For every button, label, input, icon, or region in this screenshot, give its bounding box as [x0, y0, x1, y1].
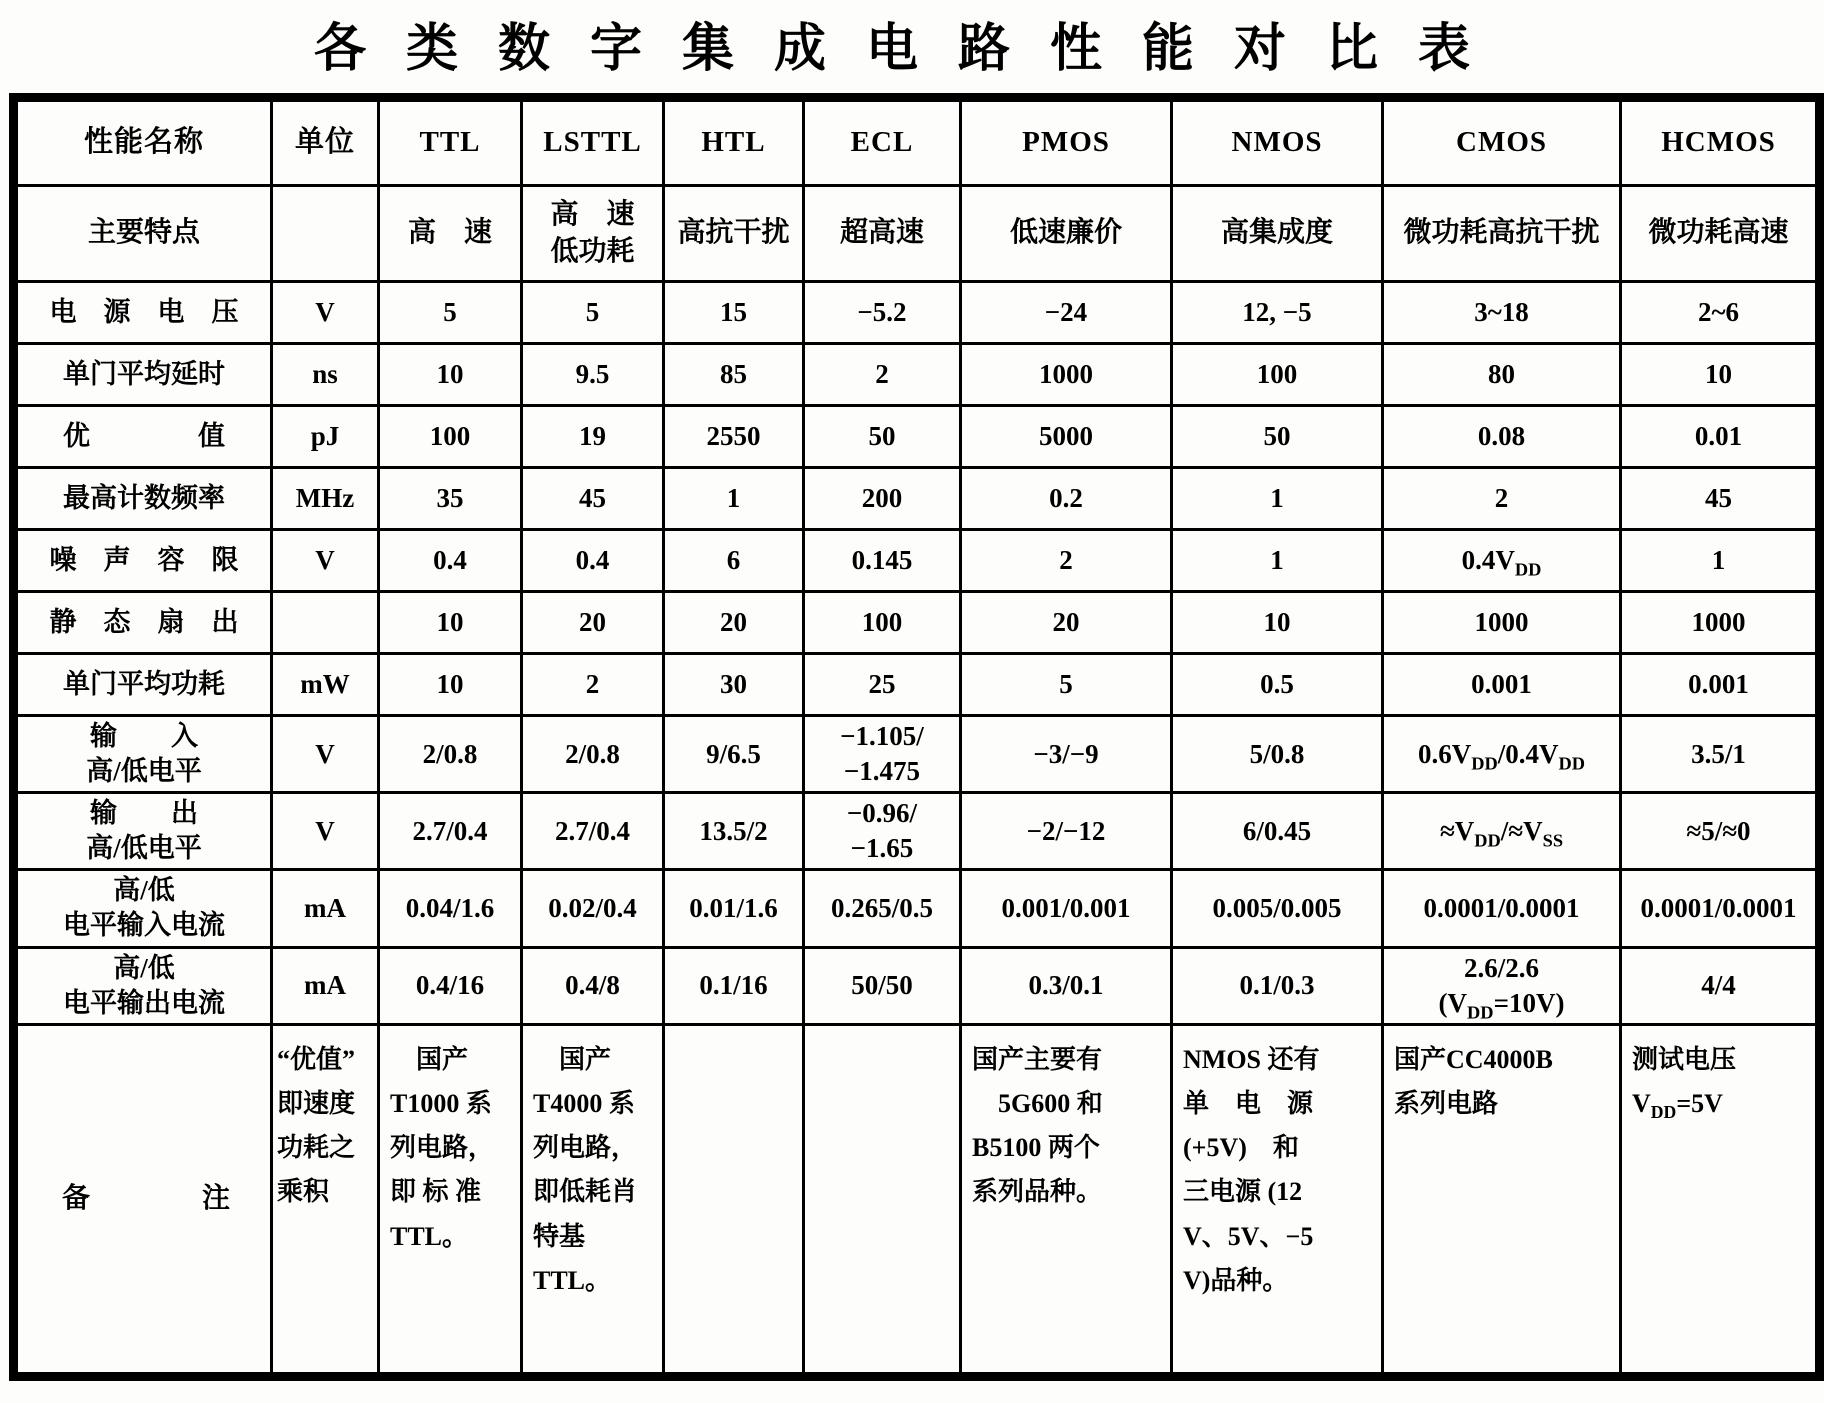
unit-cell: V — [272, 716, 379, 793]
value-cell: 2 — [804, 344, 961, 406]
value-cell: 2550 — [664, 406, 804, 468]
value-cell: 10 — [1172, 592, 1383, 654]
row-label-cell: 噪 声 容 限 — [14, 530, 272, 592]
value-cell: 10 — [379, 592, 522, 654]
column-header-hcmos: HCMOS — [1621, 98, 1820, 186]
value-cell: 1 — [1172, 530, 1383, 592]
unit-cell: V — [272, 793, 379, 870]
column-header-ttl: TTL — [379, 98, 522, 186]
row-label-cell: 电 源 电 压 — [14, 282, 272, 344]
value-cell: 25 — [804, 654, 961, 716]
value-cell: 高 速 低功耗 — [522, 186, 664, 282]
value-cell: 9/6.5 — [664, 716, 804, 793]
value-cell: 高抗干扰 — [664, 186, 804, 282]
remark-cell — [804, 1024, 961, 1376]
value-cell: 4/4 — [1621, 947, 1820, 1024]
value-cell: 80 — [1383, 344, 1621, 406]
value-cell: 3~18 — [1383, 282, 1621, 344]
value-cell: 10 — [379, 654, 522, 716]
value-cell: −24 — [961, 282, 1172, 344]
remark-cell: NMOS 还有 单 电 源 (+5V) 和 三电源 (12 V、5V、−5 V)品种。 — [1172, 1024, 1383, 1376]
value-cell: 6 — [664, 530, 804, 592]
table-row-output-current — [14, 947, 1820, 1024]
value-cell: 5 — [379, 282, 522, 344]
remarks-label-cell: 备 注 — [14, 1024, 272, 1376]
value-cell: 0.08 — [1383, 406, 1621, 468]
value-cell: 13.5/2 — [664, 793, 804, 870]
value-cell: 0.4/16 — [379, 947, 522, 1024]
value-cell: 200 — [804, 468, 961, 530]
unit-cell — [272, 592, 379, 654]
row-label-cell: 最高计数频率 — [14, 468, 272, 530]
value-cell: 0.01/1.6 — [664, 870, 804, 947]
value-cell: 0.02/0.4 — [522, 870, 664, 947]
value-cell: 0.1/0.3 — [1172, 947, 1383, 1024]
value-cell: 2.7/0.4 — [522, 793, 664, 870]
value-cell: 0.145 — [804, 530, 961, 592]
table-header-row — [14, 98, 1820, 186]
value-cell: 50/50 — [804, 947, 961, 1024]
value-cell: 1 — [1621, 530, 1820, 592]
remark-cell: 国产 T4000 系 列电路， 即低耗肖 特基 TTL。 — [522, 1024, 664, 1376]
unit-cell: pJ — [272, 406, 379, 468]
value-cell: −3/−9 — [961, 716, 1172, 793]
value-cell: 2 — [961, 530, 1172, 592]
value-cell: 0.4 — [522, 530, 664, 592]
value-cell: 0.001 — [1383, 654, 1621, 716]
column-header-lsttl: LSTTL — [522, 98, 664, 186]
value-cell: −0.96/ −1.65 — [804, 793, 961, 870]
table-row-max-frequency — [14, 468, 1820, 530]
value-cell: 0.5 — [1172, 654, 1383, 716]
column-header-cmos: CMOS — [1383, 98, 1621, 186]
value-cell: 2 — [522, 654, 664, 716]
column-header-name: 性能名称 — [14, 98, 272, 186]
row-label-cell: 单门平均功耗 — [14, 654, 272, 716]
value-cell: 2~6 — [1621, 282, 1820, 344]
value-cell: 1 — [1172, 468, 1383, 530]
value-cell: −1.105/ −1.475 — [804, 716, 961, 793]
table-row-supply-voltage — [14, 282, 1820, 344]
value-cell: 12, −5 — [1172, 282, 1383, 344]
value-cell: 45 — [1621, 468, 1820, 530]
remark-cell: 测试电压 $V_{DD}=5V$ — [1621, 1024, 1820, 1376]
row-label-cell: 输 入 高/低电平 — [14, 716, 272, 793]
value-cell: 100 — [804, 592, 961, 654]
table-row-features — [14, 186, 1820, 282]
value-cell: 9.5 — [522, 344, 664, 406]
value-cell: 微功耗高速 — [1621, 186, 1820, 282]
value-cell: 0.001/0.001 — [961, 870, 1172, 947]
unit-cell: V — [272, 282, 379, 344]
column-header-ecl: ECL — [804, 98, 961, 186]
value-cell: 3.5/1 — [1621, 716, 1820, 793]
value-cell: 5/0.8 — [1172, 716, 1383, 793]
value-cell: 20 — [664, 592, 804, 654]
value-cell: 0.4 — [379, 530, 522, 592]
value-cell: 2.6/2.6 $(V_{DD}=10V)$ — [1383, 947, 1621, 1024]
value-cell: 0.005/0.005 — [1172, 870, 1383, 947]
unit-cell — [272, 186, 379, 282]
column-header-nmos: NMOS — [1172, 98, 1383, 186]
value-cell: 1000 — [961, 344, 1172, 406]
value-cell: −5.2 — [804, 282, 961, 344]
row-label-cell: 高/低 电平输出电流 — [14, 947, 272, 1024]
value-cell: 0.01 — [1621, 406, 1820, 468]
value-cell: 1 — [664, 468, 804, 530]
value-cell: 0.1/16 — [664, 947, 804, 1024]
remark-cell: “优值” 即速度 功耗之 乘积 — [272, 1024, 379, 1376]
value-cell: 超高速 — [804, 186, 961, 282]
unit-cell: mA — [272, 870, 379, 947]
value-cell: $0.4V_{DD}$ — [1383, 530, 1621, 592]
remark-cell — [664, 1024, 804, 1376]
value-cell: 45 — [522, 468, 664, 530]
row-label-cell: 主要特点 — [14, 186, 272, 282]
value-cell: 100 — [1172, 344, 1383, 406]
value-cell: 5 — [522, 282, 664, 344]
table-row-output-levels — [14, 793, 1820, 870]
unit-cell: MHz — [272, 468, 379, 530]
value-cell: 10 — [1621, 344, 1820, 406]
value-cell: 微功耗高抗干扰 — [1383, 186, 1621, 282]
value-cell: 高集成度 — [1172, 186, 1383, 282]
value-cell: 0.3/0.1 — [961, 947, 1172, 1024]
value-cell: 100 — [379, 406, 522, 468]
value-cell: −2/−12 — [961, 793, 1172, 870]
comparison-table — [9, 93, 1824, 1381]
table-row-noise-margin — [14, 530, 1820, 592]
value-cell: 0.0001/0.0001 — [1621, 870, 1820, 947]
value-cell: 19 — [522, 406, 664, 468]
value-cell: 1000 — [1621, 592, 1820, 654]
value-cell: 15 — [664, 282, 804, 344]
value-cell: 0.04/1.6 — [379, 870, 522, 947]
value-cell: $\approx V_{DD}/\approx V_{SS}$ — [1383, 793, 1621, 870]
table-row-input-levels — [14, 716, 1820, 793]
value-cell: 0.4/8 — [522, 947, 664, 1024]
value-cell: 20 — [522, 592, 664, 654]
table-row-gate-delay — [14, 344, 1820, 406]
value-cell: 0.2 — [961, 468, 1172, 530]
table-row-gate-power — [14, 654, 1820, 716]
row-label-cell: 高/低 电平输入电流 — [14, 870, 272, 947]
value-cell: 2 — [1383, 468, 1621, 530]
value-cell: 5 — [961, 654, 1172, 716]
value-cell: 0.0001/0.0001 — [1383, 870, 1621, 947]
unit-cell: mA — [272, 947, 379, 1024]
row-label-cell: 优 值 — [14, 406, 272, 468]
value-cell: 0.265/0.5 — [804, 870, 961, 947]
table-row-remarks — [14, 1024, 1820, 1376]
value-cell: 2/0.8 — [522, 716, 664, 793]
value-cell: $0.6V_{DD}/0.4V_{DD}$ — [1383, 716, 1621, 793]
value-cell: 5000 — [961, 406, 1172, 468]
column-header-pmos: PMOS — [961, 98, 1172, 186]
unit-cell: V — [272, 530, 379, 592]
remark-cell: 国产 T1000 系 列电路， 即 标 准 TTL。 — [379, 1024, 522, 1376]
value-cell: 30 — [664, 654, 804, 716]
value-cell: 6/0.45 — [1172, 793, 1383, 870]
value-cell: ≈5/≈0 — [1621, 793, 1820, 870]
value-cell: 20 — [961, 592, 1172, 654]
value-cell: 50 — [1172, 406, 1383, 468]
value-cell: 2/0.8 — [379, 716, 522, 793]
unit-cell: ns — [272, 344, 379, 406]
remark-cell: 国产主要有 5G600 和 B5100 两个 系列品种。 — [961, 1024, 1172, 1376]
row-label-cell: 静 态 扇 出 — [14, 592, 272, 654]
table-row-figure-of-merit — [14, 406, 1820, 468]
column-header-htl: HTL — [664, 98, 804, 186]
value-cell: 低速廉价 — [961, 186, 1172, 282]
value-cell: 高 速 — [379, 186, 522, 282]
row-label-cell: 单门平均延时 — [14, 344, 272, 406]
page-title: 各类数字集成电路性能对比表 — [313, 20, 1510, 78]
row-label-cell: 输 出 高/低电平 — [14, 793, 272, 870]
value-cell: 0.001 — [1621, 654, 1820, 716]
unit-cell: mW — [272, 654, 379, 716]
value-cell: 50 — [804, 406, 961, 468]
column-header-unit: 单位 — [272, 98, 379, 186]
value-cell: 1000 — [1383, 592, 1621, 654]
value-cell: 35 — [379, 468, 522, 530]
value-cell: 85 — [664, 344, 804, 406]
remark-cell: 国产CC4000B 系列电路 — [1383, 1024, 1621, 1376]
value-cell: 10 — [379, 344, 522, 406]
table-row-input-current — [14, 870, 1820, 947]
table-row-static-fanout — [14, 592, 1820, 654]
value-cell: 2.7/0.4 — [379, 793, 522, 870]
